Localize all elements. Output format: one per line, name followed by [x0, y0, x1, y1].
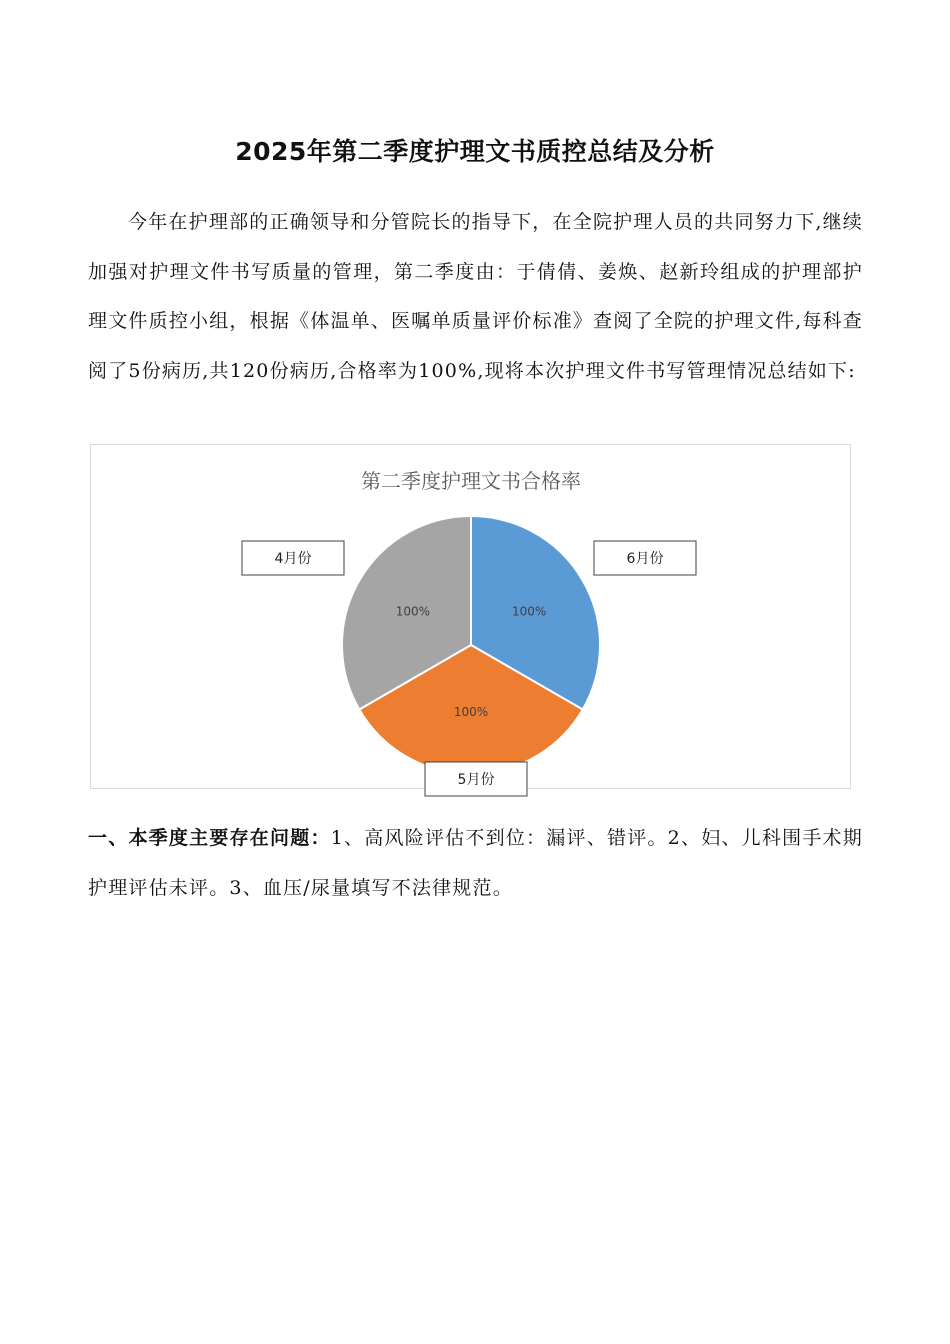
problems-paragraph — [88, 814, 863, 913]
pie-slices — [342, 516, 600, 774]
problems-heading: 一、本季度主要存在问题： — [88, 827, 331, 849]
category-label-3: 4月份 — [274, 551, 312, 567]
chart-title: 第二季度护理文书合格率 — [361, 469, 581, 493]
category-label-2: 5月份 — [457, 772, 495, 788]
category-label-1: 6月份 — [626, 551, 664, 567]
intro-paragraph: 今年在护理部的正确领导和分管院长的指导下，在全院护理人员的共同努力下,继续加强对护理文件书写质量的管理，第二季度由：于倩倩、姜焕、赵新玲组成的护理部护理文件质控小组，根据《体温单、医嘱单质量评价标准》查阅了全院的护理文件,每科查阅了5份病历,共120份病历,合格率为100%,现将本次护理文件书写管理情况总结如下: — [88, 211, 863, 382]
pie-data-label-1: 100% — [511, 604, 547, 619]
pie-data-label-3: 100% — [395, 604, 431, 619]
page-title: 2025年第二季度护理文书质控总结及分析 — [235, 137, 715, 166]
pie-data-label-2: 100% — [453, 705, 489, 720]
problems-text: 1、高风险评估不到位：漏评、错评。2、妇、儿科围手术期护理评估未评。3、血压/尿量填写不法律规范。 — [88, 827, 863, 899]
